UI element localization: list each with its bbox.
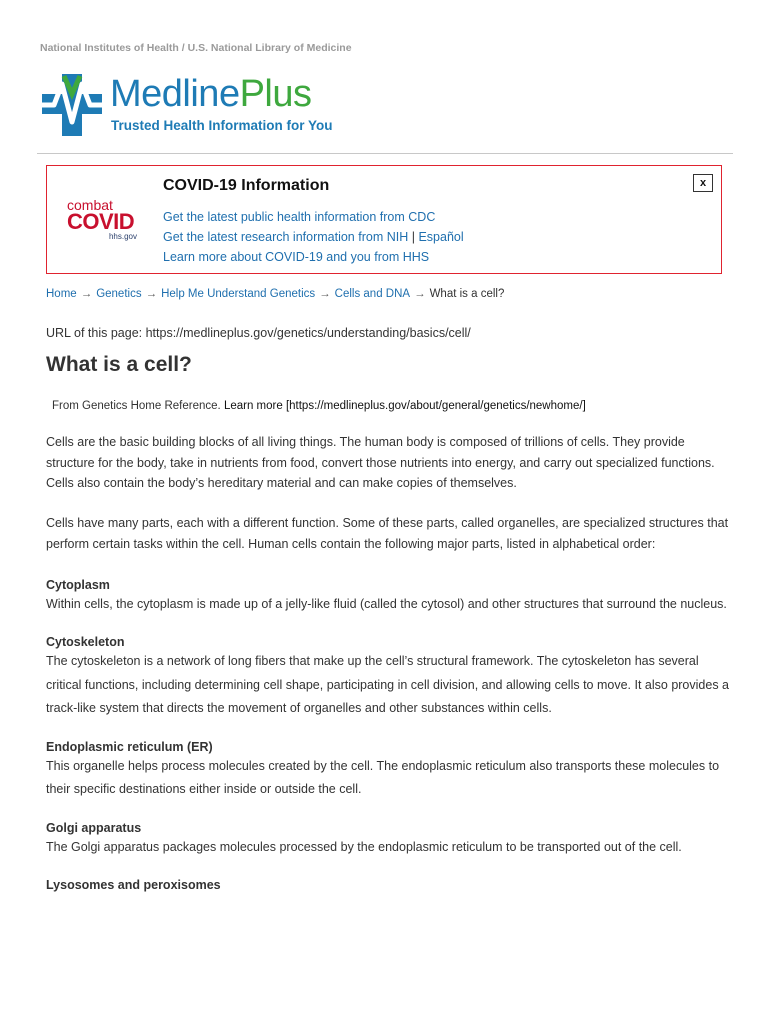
breadcrumb-arrow: → bbox=[80, 288, 93, 300]
source-line bbox=[52, 400, 586, 412]
logo-medline: Medline bbox=[110, 73, 240, 115]
breadcrumb-help-me-understand[interactable]: Help Me Understand Genetics bbox=[161, 288, 316, 300]
breadcrumb-genetics[interactable]: Genetics bbox=[96, 288, 142, 300]
cdc-link[interactable]: Get the latest public health information from CDC bbox=[163, 210, 436, 224]
nih-link[interactable]: Get the latest research information from NIH bbox=[163, 230, 409, 244]
hhs-link[interactable]: Learn more about COVID-19 and you from HHS bbox=[163, 250, 430, 264]
medlineplus-logo-icon bbox=[40, 72, 104, 138]
logo-tagline: Trusted Health Information for You bbox=[111, 118, 333, 133]
intro-paragraph: Cells have many parts, each with a different function. Some of these parts, called organelles, are specialized structures that perform certain tasks within the cell. Human cells contain the following major parts, listed in alphabetical order: bbox=[46, 516, 729, 551]
breadcrumb-home[interactable]: Home bbox=[46, 288, 77, 300]
logo-plus: Plus bbox=[239, 73, 312, 115]
breadcrumb bbox=[46, 288, 504, 300]
section-er bbox=[46, 739, 736, 802]
combat-covid-line1: combat bbox=[67, 197, 113, 213]
breadcrumb-arrow: → bbox=[414, 288, 426, 300]
agency-line: National Institutes of Health / U.S. National Library of Medicine bbox=[40, 42, 352, 54]
section-text: The cytoskeleton is a network of long fibers that make up the cell’s structural framework. The cytoskeleton has several critical functions, including determining cell shape, participating in cell division, and allowing cells to move. It also provides a track-like system that directs the movement of organelles and other substances within cells. bbox=[46, 654, 729, 716]
page-title: What is a cell? bbox=[46, 353, 192, 376]
covid-title: COVID-19 Information bbox=[163, 177, 330, 194]
section-text: This organelle helps process molecules created by the cell. The endoplasmic reticulum also transports these molecules to their specific destinations either inside or outside the cell. bbox=[46, 758, 720, 797]
section-heading: Cytoskeleton bbox=[46, 635, 125, 650]
section-cytoskeleton bbox=[46, 634, 736, 721]
link-separator: | bbox=[411, 230, 415, 244]
article-body bbox=[46, 432, 736, 893]
learn-more-link[interactable]: Learn more [https://medlineplus.gov/about/general/genetics/newhome/] bbox=[223, 400, 586, 412]
section-lysosomes bbox=[46, 877, 736, 893]
combat-covid-line2: COVID bbox=[67, 209, 135, 234]
intro-paragraph: Cells are the basic building blocks of all living things. The human body is composed of trillions of cells. They provide structure for the body, take in nutrients from food, convert those nutrients into energy, and carry out specialized functions. Cells also contain the body’s hereditary material and can make copies of themselves. bbox=[46, 435, 715, 491]
close-button[interactable]: x bbox=[693, 174, 713, 192]
espanol-link[interactable]: Español bbox=[418, 230, 464, 244]
page-url: URL of this page: https://medlineplus.gov/genetics/understanding/basics/cell/ bbox=[46, 326, 471, 340]
breadcrumb-current: What is a cell? bbox=[429, 288, 505, 300]
covid-links bbox=[163, 207, 464, 267]
logo-wordmark bbox=[110, 72, 312, 116]
section-heading: Lysosomes and peroxisomes bbox=[46, 878, 221, 893]
section-heading: Golgi apparatus bbox=[46, 820, 142, 835]
breadcrumb-arrow: → bbox=[145, 288, 158, 300]
section-heading: Cytoplasm bbox=[46, 577, 110, 592]
section-golgi bbox=[46, 820, 736, 860]
section-cytoplasm bbox=[46, 577, 736, 617]
combat-covid-line3: hhs.gov bbox=[108, 232, 137, 241]
breadcrumb-cells-and-dna[interactable]: Cells and DNA bbox=[334, 288, 411, 300]
section-text: Within cells, the cytoplasm is made up of a jelly-like fluid (called the cytosol) and other structures that surround the nucleus. bbox=[46, 596, 727, 611]
section-text: The Golgi apparatus packages molecules processed by the endoplasmic reticulum to be transported out of the cell. bbox=[46, 839, 682, 854]
breadcrumb-arrow: → bbox=[319, 288, 331, 300]
covid-alert-box bbox=[46, 165, 722, 274]
medlineplus-logo[interactable] bbox=[40, 72, 360, 142]
section-heading: Endoplasmic reticulum (ER) bbox=[46, 739, 213, 754]
source-prefix: From Genetics Home Reference. bbox=[52, 400, 221, 412]
header-divider bbox=[37, 153, 733, 154]
combat-covid-logo[interactable] bbox=[67, 198, 141, 242]
